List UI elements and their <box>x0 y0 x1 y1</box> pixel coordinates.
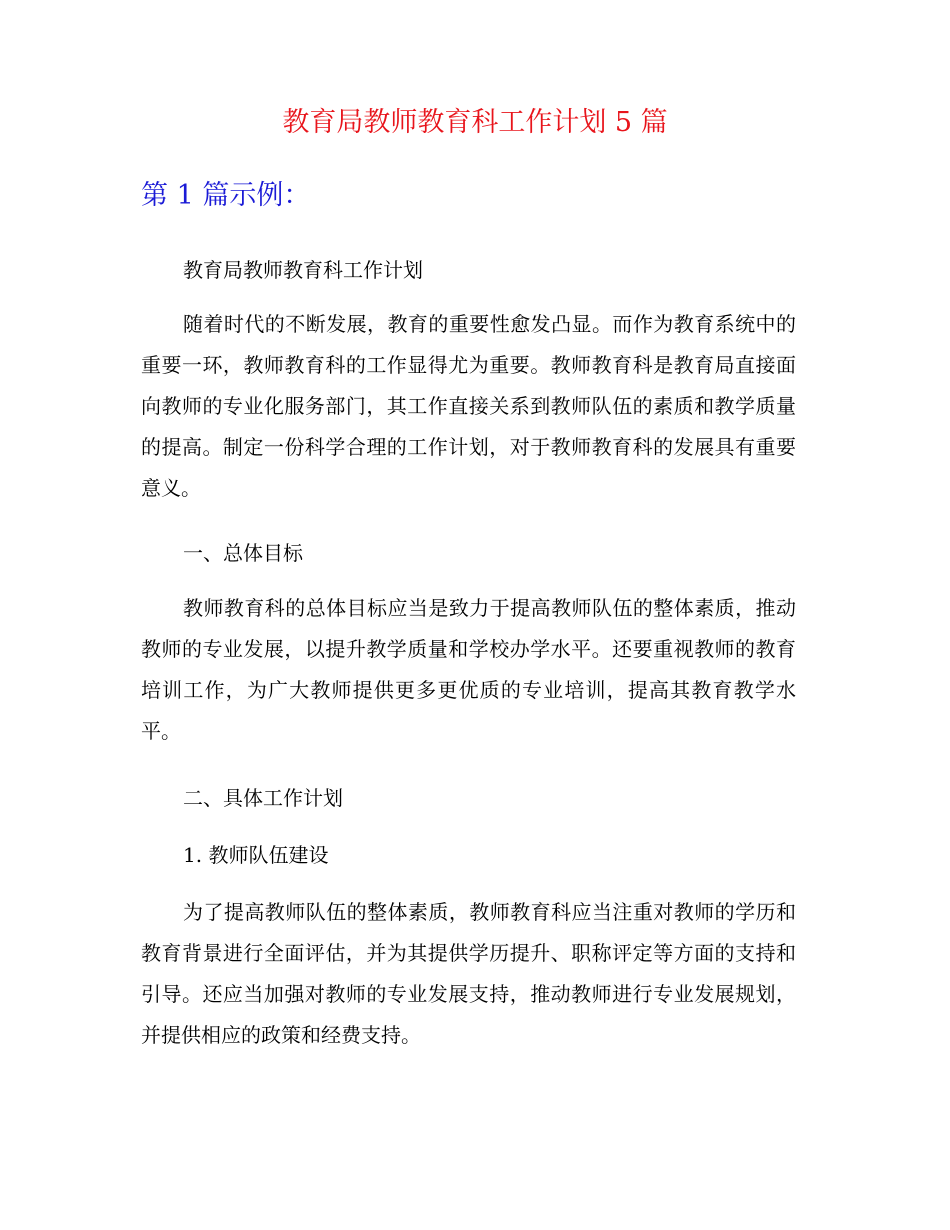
paragraph-overall-goal: 教师教育科的总体目标应当是致力于提高教师队伍的整体素质，推动教师的专业发展，以提升教学质量和学校办学水平。还要重视教师的教育培训工作，为广大教师提供更多更优质的专业培训，提高其教育教学水平。 <box>141 596 796 743</box>
heading-teacher-team: 1. 教师队伍建设 <box>183 843 329 867</box>
paragraph-teacher-team: 为了提高教师队伍的整体素质，教师教育科应当注重对教师的学历和教育背景进行全面评估，并为其提供学历提升、职称评定等方面的支持和引导。还应当加强对教师的专业发展支持，推动教师进行专业发展规划，并提供相应的政策和经费支持。 <box>141 900 796 1047</box>
heading-overall-goal: 一、总体目标 <box>183 541 303 565</box>
document-title: 教育局教师教育科工作计划 5 篇 <box>282 107 668 138</box>
section-heading: 第 1 篇示例： <box>141 180 311 211</box>
paragraph-intro: 随着时代的不断发展，教育的重要性愈发凸显。而作为教育系统中的重要一环，教师教育科的工作显得尤为重要。教师教育科是教育局直接面向教师的专业化服务部门，其工作直接关系到教师队伍的素质和教学质量的提高。制定一份科学合理的工作计划，对于教师教育科的发展具有重要意义。 <box>141 312 796 500</box>
paragraph-subtitle: 教育局教师教育科工作计划 <box>183 258 423 282</box>
heading-work-plan: 二、具体工作计划 <box>183 786 343 810</box>
